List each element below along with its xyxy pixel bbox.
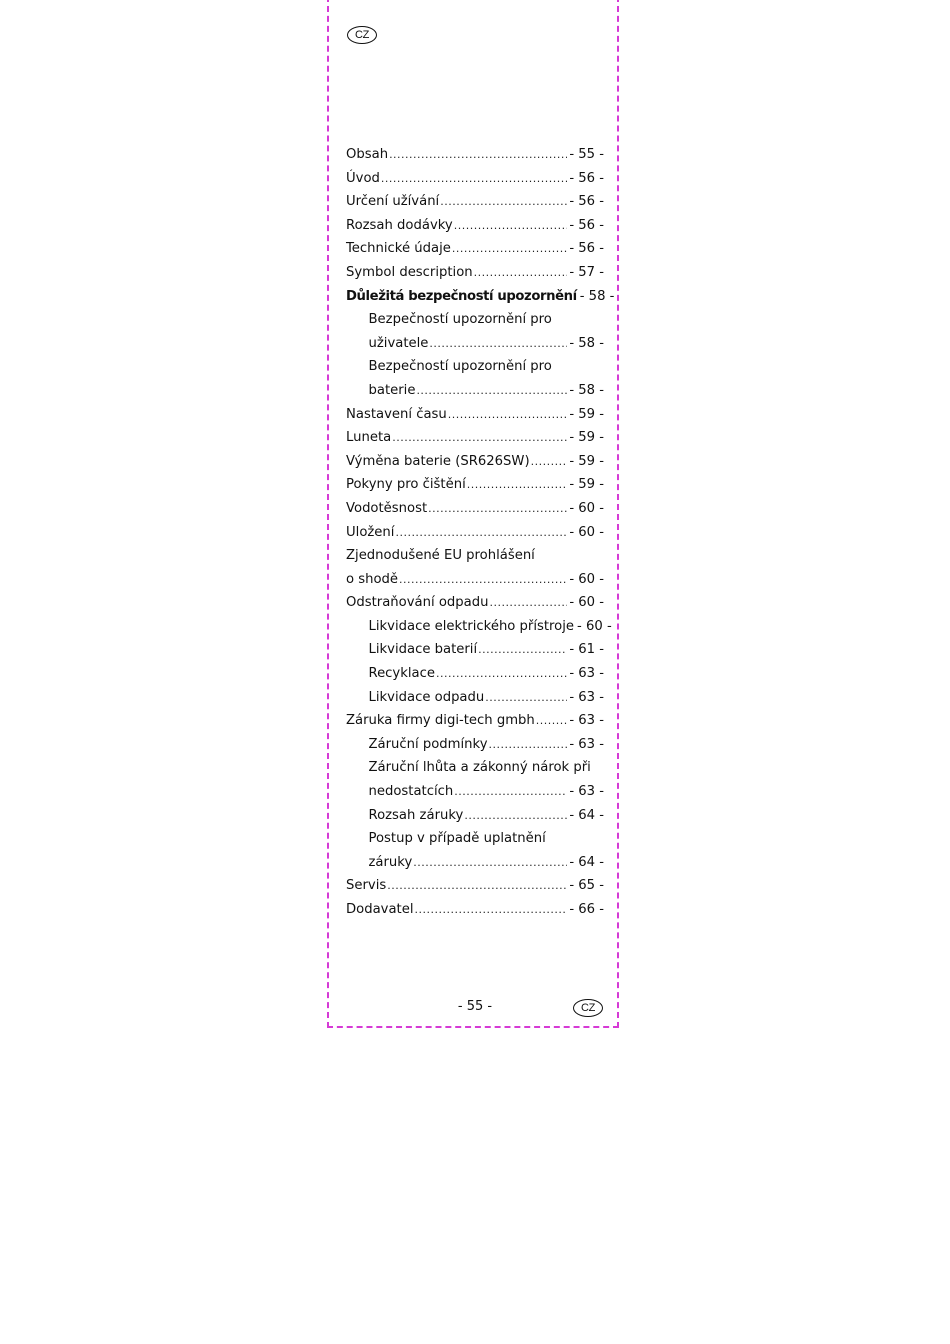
toc-entry[interactable] <box>346 713 604 737</box>
toc-subentry[interactable] <box>346 808 604 832</box>
toc-page-number: - 59 - <box>569 477 604 493</box>
toc-page-number: - 60 - <box>569 524 604 540</box>
toc-page-number: - 66 - <box>569 902 604 917</box>
toc-entry-title: Likvidace elektrického přístroje <box>368 618 575 634</box>
dot-leader <box>415 903 568 916</box>
toc-entry-title: Pokyny pro čištění <box>346 477 466 493</box>
toc-entry-title: záruky <box>368 854 413 870</box>
toc-page-number: - 61 - <box>569 642 604 658</box>
toc-entry-title: uživatele <box>368 335 429 351</box>
dot-leader <box>436 667 567 680</box>
toc-subentry[interactable] <box>346 642 604 666</box>
toc-page-number: - 56 - <box>569 194 604 210</box>
toc-page-number: - 59 - <box>569 453 604 469</box>
dot-leader <box>454 785 567 798</box>
dot-leader <box>395 526 567 539</box>
toc-entry[interactable] <box>346 878 604 902</box>
dot-leader <box>389 148 567 161</box>
toc-subentry[interactable] <box>346 618 612 643</box>
toc-entry[interactable] <box>346 548 604 572</box>
toc-entry-title: Určení užívání <box>346 194 440 210</box>
toc-entry[interactable] <box>346 477 604 501</box>
toc-subentry[interactable] <box>346 666 604 690</box>
toc-page-number: - 58 - <box>569 382 604 398</box>
toc-page-number: - 64 - <box>569 807 604 823</box>
toc-entry[interactable] <box>346 288 615 313</box>
toc-entry[interactable] <box>346 501 604 525</box>
language-badge-top: CZ <box>347 26 377 44</box>
dot-leader <box>452 242 567 255</box>
toc-entry-title: Záruka firmy digi-tech gmbh <box>346 713 535 729</box>
toc-page-number: - 60 - <box>577 618 612 634</box>
toc-page-number: - 58 - <box>579 288 615 304</box>
toc-entry-title: Likvidace odpadu <box>368 689 485 705</box>
dot-leader <box>413 856 567 869</box>
dot-leader <box>429 337 567 350</box>
toc-entry[interactable] <box>346 171 604 195</box>
toc-page-number: - 63 - <box>569 713 604 729</box>
table-of-contents <box>346 147 615 926</box>
toc-entry-title: Důležitá bezpečností upozornění <box>346 288 577 304</box>
dot-leader <box>467 478 568 491</box>
toc-entry[interactable] <box>346 595 604 619</box>
toc-page-number: - 56 - <box>569 241 604 257</box>
toc-entry[interactable] <box>346 430 604 454</box>
dot-leader <box>474 266 568 279</box>
toc-entry[interactable] <box>346 525 604 549</box>
toc-entry-title: Zjednodušené EU prohlášení <box>346 548 535 564</box>
toc-entry-title: Rozsah dodávky <box>346 217 453 233</box>
dot-leader <box>381 172 567 185</box>
toc-entry-title: Servis <box>346 878 387 894</box>
toc-entry-title: baterie <box>368 382 416 398</box>
dot-leader <box>536 714 568 727</box>
toc-subentry[interactable] <box>346 359 604 383</box>
toc-entry[interactable] <box>346 265 604 289</box>
toc-entry[interactable] <box>346 194 604 218</box>
toc-entry-title: Nastavení času <box>346 406 447 422</box>
language-badge-bottom: CZ <box>573 999 603 1017</box>
toc-page-number: - 60 - <box>569 595 604 611</box>
toc-page-number: - 63 - <box>569 666 604 682</box>
toc-page-number: - 55 - <box>569 147 604 162</box>
dot-leader <box>464 809 567 822</box>
dot-leader <box>440 195 567 208</box>
dot-leader <box>454 219 568 232</box>
toc-page-number: - 56 - <box>569 217 604 233</box>
toc-entry-title: o shodě <box>346 571 399 587</box>
toc-entry-title: Záruční podmínky <box>368 736 488 752</box>
dot-leader <box>489 596 567 609</box>
dot-leader <box>392 431 567 444</box>
toc-entry-title: Symbol description <box>346 264 473 280</box>
toc-subentry[interactable] <box>346 312 604 336</box>
toc-entry[interactable] <box>346 902 604 926</box>
toc-entry-title: Odstraňování odpadu <box>346 595 489 611</box>
toc-entry[interactable] <box>346 218 604 242</box>
dot-leader <box>448 408 568 421</box>
toc-subentry[interactable] <box>346 855 604 879</box>
dot-leader <box>485 691 567 704</box>
toc-entry-title: Záruční lhůta a zákonný nárok při <box>368 760 591 776</box>
toc-entry[interactable] <box>346 147 604 171</box>
toc-entry-title: nedostatcích <box>368 784 454 800</box>
toc-entry-title: Výměna baterie (SR626SW) <box>346 453 530 469</box>
dot-leader <box>428 502 567 515</box>
toc-page-number: - 57 - <box>569 264 604 280</box>
toc-page-number: - 63 - <box>569 736 604 752</box>
toc-subentry[interactable] <box>346 690 604 714</box>
toc-subentry[interactable] <box>346 760 604 784</box>
toc-entry-title: Recyklace <box>368 666 435 682</box>
toc-entry-title: Dodavatel <box>346 902 414 917</box>
page-number: - 55 - <box>457 999 493 1014</box>
toc-entry[interactable] <box>346 572 604 596</box>
toc-page-number: - 65 - <box>569 878 604 894</box>
toc-entry[interactable] <box>346 407 604 431</box>
toc-page-number: - 60 - <box>569 500 604 516</box>
toc-entry-title: Likvidace baterií <box>368 642 478 658</box>
toc-entry[interactable] <box>346 454 604 478</box>
toc-subentry[interactable] <box>346 784 604 808</box>
toc-page-number: - 56 - <box>569 170 604 186</box>
toc-entry-title: Vodotěsnost <box>346 500 428 516</box>
toc-entry-title: Uložení <box>346 524 395 540</box>
toc-entry-title: Bezpečností upozornění pro <box>368 312 552 328</box>
dot-leader <box>478 643 567 656</box>
toc-entry-title: Technické údaje <box>346 241 451 257</box>
toc-page-number: - 58 - <box>569 335 604 351</box>
toc-page-number: - 60 - <box>569 571 604 587</box>
toc-subentry[interactable] <box>346 383 604 407</box>
toc-entry-title: Luneta <box>346 430 392 446</box>
toc-page-number: - 59 - <box>569 406 604 422</box>
toc-subentry[interactable] <box>346 831 604 855</box>
toc-page-number: - 63 - <box>569 784 604 800</box>
toc-entry-title: Postup v případě uplatnění <box>368 831 546 847</box>
dot-leader <box>416 384 567 397</box>
dot-leader <box>399 573 567 586</box>
toc-page-number: - 64 - <box>569 854 604 870</box>
toc-entry-title: Obsah <box>346 147 389 162</box>
toc-entry-title: Úvod <box>346 170 380 186</box>
toc-entry-title: Bezpečností upozornění pro <box>368 359 552 375</box>
toc-entry[interactable] <box>346 241 604 265</box>
toc-entry-title: Rozsah záruky <box>368 807 464 823</box>
toc-page-number: - 59 - <box>569 430 604 446</box>
dot-leader <box>387 879 567 892</box>
dot-leader <box>531 455 568 468</box>
toc-subentry[interactable] <box>346 737 604 761</box>
dot-leader <box>489 738 568 751</box>
toc-page-number: - 63 - <box>569 689 604 705</box>
toc-subentry[interactable] <box>346 336 604 360</box>
